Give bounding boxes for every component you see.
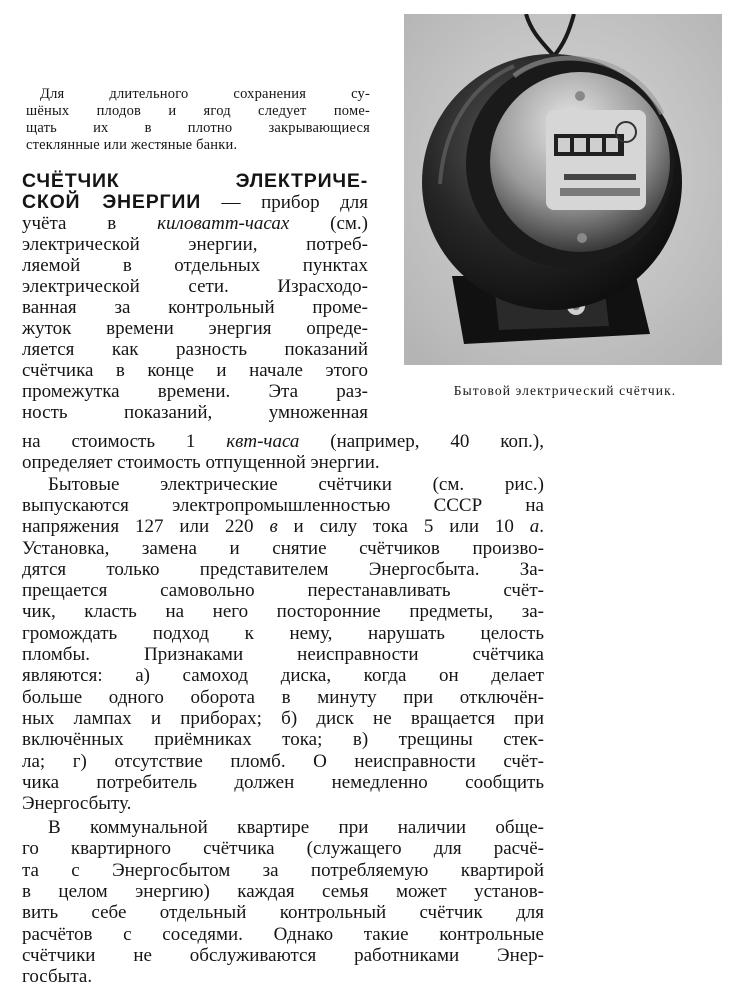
article-column-narrow <box>22 171 368 441</box>
text-line: пломбы. Признаками неисправности счётчика <box>22 644 544 665</box>
text-line: дятся только представителем Энергосбыта. За- <box>22 558 544 580</box>
heading-part1: СЧЁТЧИК ЭЛЕКТРИЧЕ- <box>22 170 368 192</box>
text-line <box>22 431 544 452</box>
text-line: Установка, замена и снятие счётчиков произво- <box>22 537 544 559</box>
text-line: электрической энергии, потреб- <box>22 234 368 255</box>
text-line: вить себе отдельный контрольный счётчик для <box>22 902 544 924</box>
article-heading <box>22 171 368 192</box>
text-line <box>22 192 368 213</box>
text-fragment: учёта в <box>22 213 158 234</box>
text-line: расчётов с соседями. Однако такие контрольные <box>22 923 544 945</box>
text-line: ных лампах и приборах; б) диск не вращается при <box>22 707 544 729</box>
previous-article-fragment <box>26 86 370 156</box>
text-line: промежутка времени. Эта раз- <box>22 381 368 402</box>
meter-illustration <box>404 14 722 365</box>
electricity-meter-photo <box>404 14 722 365</box>
text-line: чика потребитель должен немедленно сообщить <box>22 771 544 793</box>
text-line: счётчика в конце и начале этого <box>22 360 368 381</box>
text-line <box>22 516 544 537</box>
text-line: счётчики не обслуживаются работниками Энер- <box>22 944 544 966</box>
text-line <box>22 213 368 234</box>
text-line: включённых приёмниках тока; в) трещины стек- <box>22 729 544 751</box>
text-line: выпускаются электропромышленностью СССР на <box>22 494 544 516</box>
paragraph-start: В коммунальной квартире при наличии обще- <box>48 817 544 838</box>
text-line: ла; г) отсутствие пломб. О неисправности счёт- <box>22 750 544 772</box>
text-line: ность показаний, умноженная <box>22 402 368 423</box>
text-line: шёных плодов и ягод следует поме- <box>26 103 370 119</box>
text-line: жуток времени энергия опреде- <box>22 318 368 339</box>
text-line: чик, класть на него посторонние предметы, за- <box>22 601 544 623</box>
text-line: та с Энергосбытом за потребляемую квартирой <box>22 859 544 881</box>
text-line: определяет стоимость отпущенной энергии. <box>22 452 380 474</box>
text-fragment: на стоимость 1 <box>22 431 227 452</box>
text-line: щать их в плотно закрывающиеся <box>26 120 370 136</box>
text-fragment: и силу тока 5 или 10 <box>277 516 530 538</box>
text-line: прещается самовольно перестанавливать счёт- <box>22 580 544 602</box>
text-line: Энергосбыту. <box>22 793 132 815</box>
text-line: стеклянные или жестяные банки. <box>26 137 238 153</box>
unit-italic: в <box>269 516 278 538</box>
text-line: больше одного оборота в минуту при отключён- <box>22 686 544 708</box>
paragraph-start: Бытовые электрические счётчики (см. рис.) <box>48 473 544 495</box>
text-line: в целом энергию) каждая семья может установ- <box>22 880 544 902</box>
text-fragment: (например, 40 коп.), <box>299 431 544 452</box>
unit-italic: квт-часа <box>226 431 300 452</box>
text-line: являются: а) самоход диска, когда он делает <box>22 665 544 687</box>
text-fragment: напряжения 127 или 220 <box>22 516 270 538</box>
text-fragment: . <box>539 516 544 538</box>
unit-italic: а <box>529 516 540 538</box>
text-line: ляемой в отдельных пунктах <box>22 255 368 276</box>
article-column-wide <box>22 431 544 991</box>
text-line: го квартирного счётчика (служащего для расчё- <box>22 838 544 860</box>
cross-reference: киловатт-часах <box>157 213 290 234</box>
text-line: Для длительного сохранения су- <box>40 86 370 102</box>
text-line: госбыта. <box>22 966 93 988</box>
text-line: громождать подход к нему, нарушать целость <box>22 622 544 644</box>
text-line: ванная за контрольный проме- <box>22 297 368 318</box>
figure-caption: Бытовой электрический счётчик. <box>453 383 677 398</box>
definition-start: — прибор для <box>201 192 369 213</box>
text-line: ляется как разность показаний <box>22 339 368 360</box>
text-fragment: (см.) <box>289 213 368 234</box>
text-line: электрической сети. Израсходо- <box>22 276 368 297</box>
heading-part2: СКОЙ ЭНЕРГИИ <box>22 191 202 213</box>
